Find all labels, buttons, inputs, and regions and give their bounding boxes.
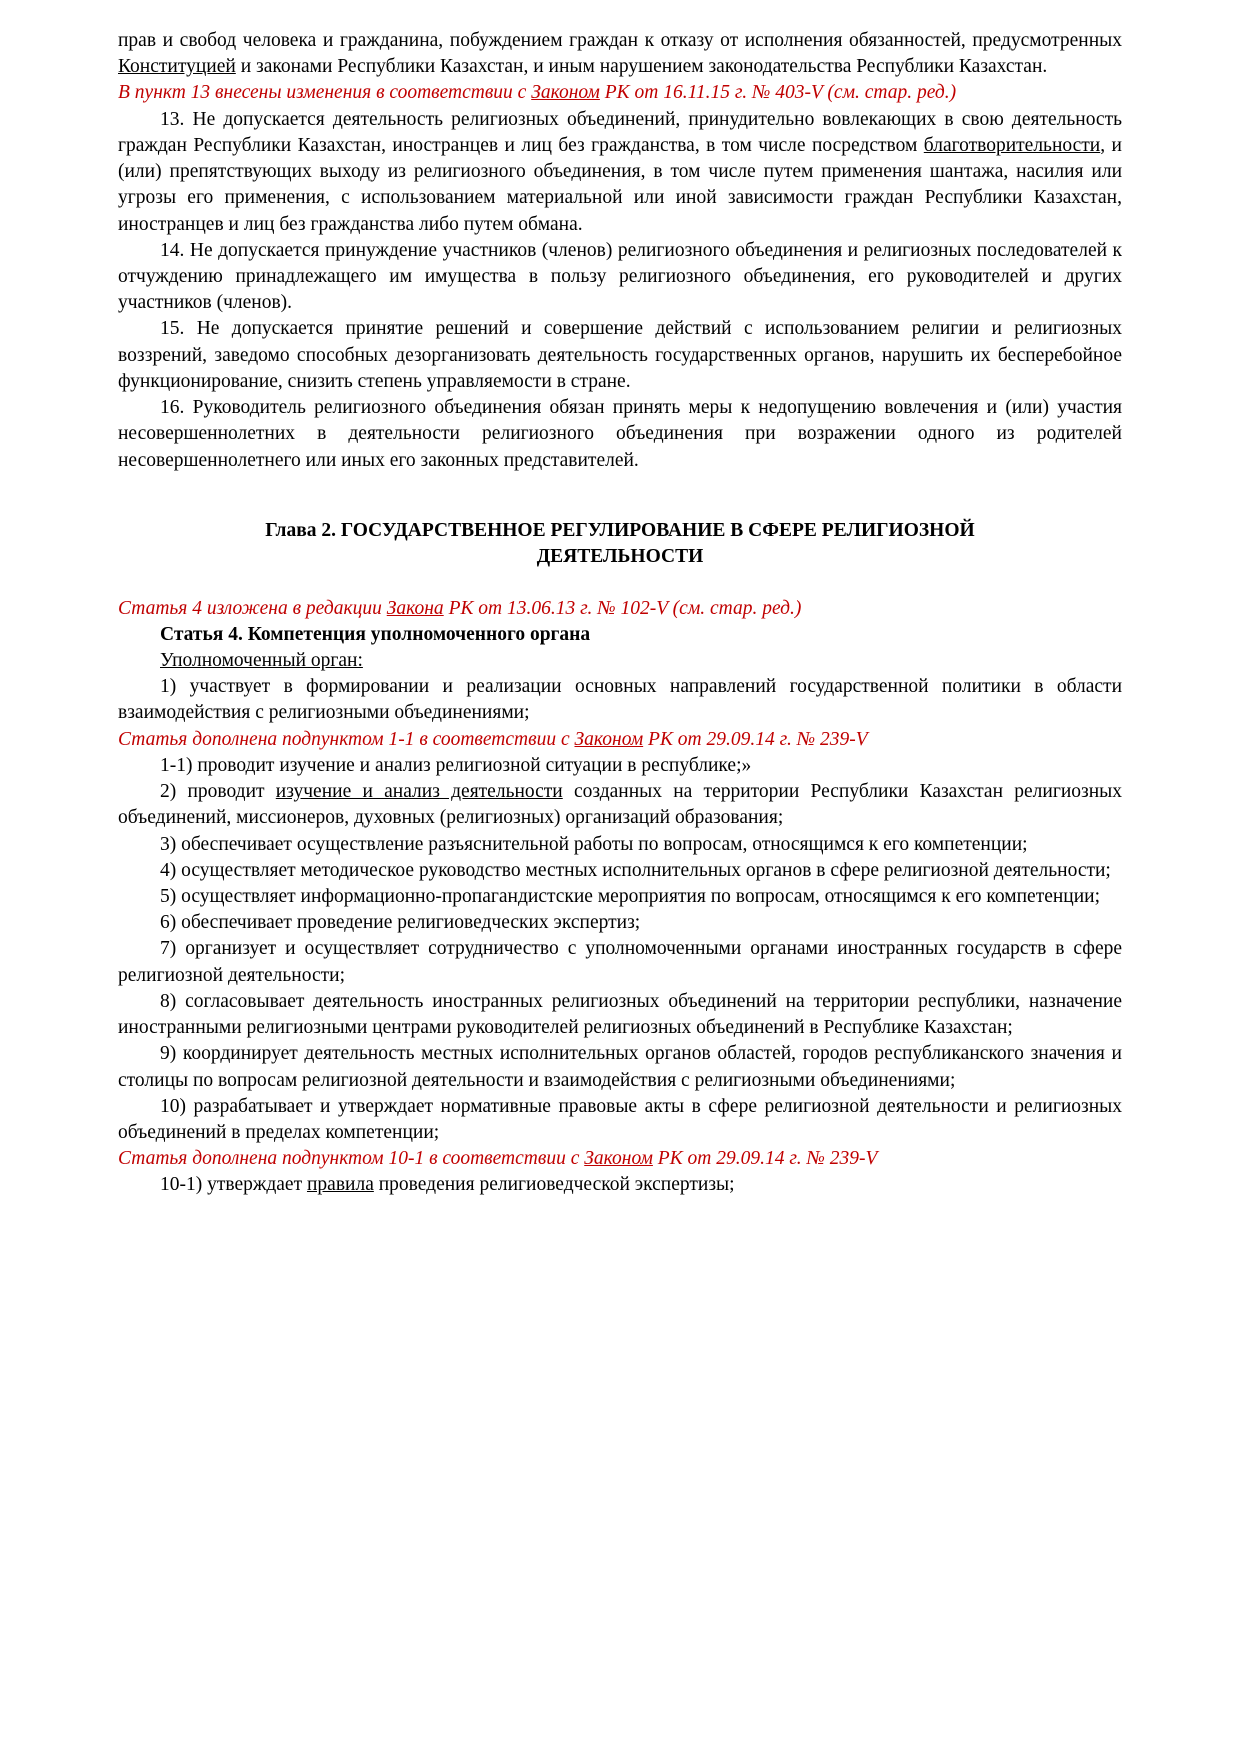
clause-4-3: 3) обеспечивает осуществление разъяснительной работы по вопросам, относящимся к его компетенции; <box>160 833 1028 855</box>
amendment-note-item13-part2: РК от 16.11.15 г. № 403-V (см. стар. ред.) <box>599 82 957 104</box>
amendment-note-subclause-1-1-part1: Статья дополнена подпунктом 1-1 в соответствии с <box>118 728 575 750</box>
chapter-title-line-1: Глава 2. ГОСУДАРСТВЕННОЕ РЕГУЛИРОВАНИЕ В СФЕРЕ РЕЛИГИОЗНОЙ <box>265 519 975 541</box>
spacer-before-chapter <box>118 474 1122 518</box>
chapter-title-line-2: ДЕЯТЕЛЬНОСТИ <box>536 545 704 567</box>
amendment-note-subclause-1-1 <box>118 727 1122 753</box>
authorized-body-line <box>118 648 1122 674</box>
clause-4-1: 1) участвует в формировании и реализации основных направлений государственной политики в области взаимодействия с религиозными объединениями; <box>118 676 1122 724</box>
clause-4-8: 8) согласовывает деятельность иностранных религиозных объединений на территории республики, назначение иностранными религиозными центрами руководителей религиозных объединений в Республике Казахстан; <box>118 990 1122 1039</box>
clause-4-10-1 <box>118 1172 1122 1198</box>
amendment-note-subclause-10-1-part2: РК от 29.09.14 г. № 239-V <box>652 1148 878 1170</box>
clause-13-part2: , и (или) препятствующих выходу из религиозного объединения, в том числе путем применения шантажа, насилия или угрозы его применения, с использованием материальной или иной зависимости граждан Республики Казахстан, иностранцев и лиц без гражданства либо путем обмана. <box>118 134 1122 235</box>
law-link-403v[interactable]: Законом <box>531 82 600 104</box>
paragraph-top-part2: и законами Республики Казахстан, и иным нарушением законодательства Республики Казахстан. <box>235 56 1048 78</box>
clause-4-9: 9) координирует деятельность местных исполнительных органов областей, городов республиканского значения и столицы по вопросам религиозной деятельности и взаимодействия с религиозными объединениями; <box>118 1043 1122 1091</box>
clause-15: 15. Не допускается принятие решений и совершение действий с использованием религии и религиозных воззрений, заведомо способных дезорганизовать деятельность государственных органов, нарушить их бесперебойное функционирование, снизить степень управляемости в стране. <box>118 318 1122 392</box>
amendment-note-subclause-10-1-part1: Статья дополнена подпунктом 10-1 в соответствии с <box>118 1148 585 1170</box>
clause-4-5: 5) осуществляет информационно-пропагандистские мероприятия по вопросам, относящимся к его компетенции; <box>160 885 1101 907</box>
paragraph-top-part1: прав и свобод человека и гражданина, побуждением граждан к отказу от исполнения обязанностей, предусмотренных <box>118 30 1122 51</box>
amendment-note-item13 <box>118 80 1122 106</box>
clause-13 <box>118 107 1122 238</box>
paragraph-top <box>118 28 1122 80</box>
clause-4-2-part2: созданных на территории Республики Казахстан религиозных объединений, миссионеров, духовных (религиозных) организаций образования; <box>118 781 1122 829</box>
article-4-heading: Статья 4. Компетенция уполномоченного органа <box>160 623 591 645</box>
clause-13-part1: 13. Не допускается деятельность религиозных объединений, принудительно вовлекающих в свою деятельность граждан Республики Казахстан, иностранцев и лиц без гражданства, в том числе посредством <box>118 108 1122 156</box>
amendment-note-subclause-10-1 <box>118 1146 1122 1172</box>
clause-4-2 <box>118 779 1122 831</box>
law-link-102v[interactable]: Закона <box>386 597 444 619</box>
law-link-239v-b[interactable]: Законом <box>584 1148 653 1170</box>
law-link-239v-a[interactable]: Законом <box>574 728 644 750</box>
charity-link[interactable]: благотворительности <box>923 134 1101 156</box>
clause-16: 16. Руководитель религиозного объединения обязан принять меры к недопущению вовлечения и (или) участия несовершеннолетних в деятельности религиозного объединения при возражении одного из родителей несовершеннолетнего или иных его законных представителей. <box>118 397 1122 471</box>
clause-4-7: 7) организует и осуществляет сотрудничество с уполномоченными органами иностранных государств в сфере религиозной деятельности; <box>118 938 1122 986</box>
clause-4-2-part1: 2) проводит <box>160 781 276 803</box>
clause-4-6: 6) обеспечивает проведение религиоведческих экспертиз; <box>160 912 641 934</box>
authorized-body-link[interactable]: Уполномоченный орган: <box>160 650 363 671</box>
spacer-after-chapter <box>118 570 1122 596</box>
amendment-note-article4-part2: РК от 13.06.13 г. № 102-V (см. стар. ред.) <box>443 597 802 619</box>
rules-link[interactable]: правила <box>306 1174 374 1196</box>
clause-4-10-1-part2: проведения религиоведческой экспертизы; <box>373 1174 735 1196</box>
clause-4-1-1: 1-1) проводит изучение и анализ религиозной ситуации в республике;» <box>160 754 752 776</box>
clause-4-10-1-part1: 10-1) утверждает <box>160 1174 307 1196</box>
amendment-note-item13-part1: В пункт 13 внесены изменения в соответствии с <box>118 82 532 104</box>
amendment-note-article4-part1: Статья 4 изложена в редакции <box>118 597 387 619</box>
amendment-note-article4 <box>118 596 1122 622</box>
clause-4-4: 4) осуществляет методическое руководство местных исполнительных органов в сфере религиозной деятельности; <box>160 859 1111 881</box>
clause-4-10: 10) разрабатывает и утверждает нормативные правовые акты в сфере религиозной деятельности и религиозных объединений в пределах компетенции; <box>118 1095 1122 1143</box>
constitution-link[interactable]: Конституцией <box>118 56 236 78</box>
amendment-note-subclause-1-1-part2: РК от 29.09.14 г. № 239-V <box>643 728 868 750</box>
clause-14: 14. Не допускается принуждение участников (членов) религиозного объединения и религиозных последователей к отчуждению принадлежащего им имущества в пользу религиозного объединения, его руководителей и других участников (членов). <box>118 239 1122 314</box>
research-analysis-link[interactable]: изучение и анализ деятельности <box>275 781 563 803</box>
